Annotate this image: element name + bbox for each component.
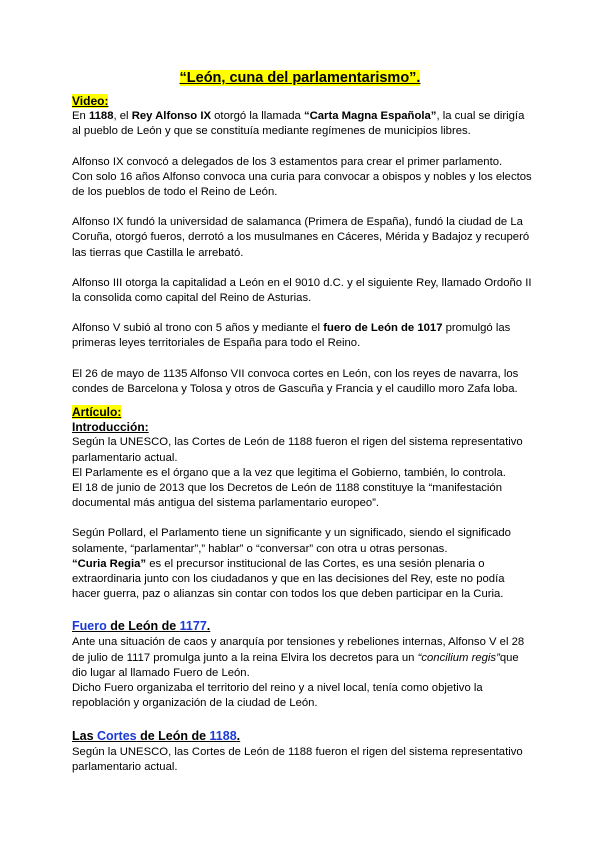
bold-run: “Carta Magna Española” <box>303 110 437 123</box>
title-text: “León, cuna del parlamentarismo”. <box>179 70 421 86</box>
text-run: Ante una situación de caos y anarquía por tensiones y rebeliones internas, Alfonso V el 28 de julio de 1117 promulga junto a la reina Elvira los decretos para un <box>72 636 525 664</box>
text-run: , la cual se dirigía al pueblo de León y que se constituía mediante regímenes de municipios libres. <box>72 110 525 138</box>
heading-text: de León de <box>136 728 210 743</box>
year-1177-link[interactable]: 1177 <box>179 619 207 634</box>
heading-text: Las <box>72 728 98 743</box>
cortes-link[interactable]: Cortes <box>97 728 137 743</box>
document-body <box>72 94 534 775</box>
text-run: es el precursor institucional de las Cortes, es una sesión plenaria o extraordinaria junto con los ciudadanos y que en las decisiones del Rey, este no podía hacer guerra, paz o alianzas sin contar con todos los que deben participar en la Curia. <box>72 557 505 601</box>
cortes-heading <box>72 727 534 745</box>
spacer <box>72 511 534 526</box>
bold-run: “Curia Regia” <box>72 557 147 570</box>
video-heading <box>72 94 534 109</box>
cortes-paragraph-1: Según la UNESCO, las Cortes de León de 1188 fueron el rigen del sistema representativo parlamentario actual. <box>72 745 523 773</box>
articulo-paragraph-1: Según la UNESCO, las Cortes de León de 1188 fueron el rigen del sistema representativo parlamentario actual. <box>72 436 523 464</box>
text-run: que dio lugar al llamado Fuero de León. <box>72 651 519 679</box>
articulo-heading-text: Artículo: <box>72 405 122 420</box>
video-heading-text: Video: <box>72 94 109 108</box>
video-paragraph-6 <box>72 321 534 351</box>
video-paragraph-2: Alfonso IX convocó a delegados de los 3 estamentos para crear el primer parlamento. <box>72 155 503 168</box>
text-run: promulgó las primeras leyes territoriales de España para todo el Reino. <box>72 322 511 350</box>
bold-run: Rey Alfonso IX <box>131 110 212 123</box>
articulo-paragraph-4: Según Pollard, el Parlamento tiene un significante y un significado, siendo el significado solamente, “parlamentar”,” hablar” o “conversar” con otra u otras personas. <box>72 527 511 555</box>
spacer <box>72 397 534 405</box>
video-paragraph-7: El 26 de mayo de 1135 Alfonso VII convoca cortes en León, con los reyes de navarra, los condes de Barcelona y Tolosa y otros de Gascuña y Francia y el caudillo moro Zafa loba. <box>72 367 519 395</box>
video-paragraph-3: Con solo 16 años Alfonso convoca una curia para convocar a obispos y nobles y los electos de los pueblos de todo el Reino de León. <box>72 170 532 199</box>
spacer <box>72 140 534 155</box>
spacer <box>72 352 534 367</box>
fuero-paragraph-1 <box>72 635 534 681</box>
articulo-paragraph-3: El 18 de junio de 2013 que los Decretos de León de 1188 constituye la “manifestación documental más antigua del sistema parlamentario europeo”. <box>72 482 502 510</box>
fuero-paragraph-2: Dicho Fuero organizaba el territorio del reino y a nivel local, tenía como objetivo la repoblación y organización de la ciudad de León. <box>72 682 483 710</box>
spacer <box>72 200 534 215</box>
heading-text: . <box>206 619 211 634</box>
bold-run: fuero de León de 1017 <box>323 322 443 335</box>
document-title <box>0 69 600 87</box>
introduccion-heading: Introducción: <box>72 420 149 435</box>
bold-run: 1188 <box>88 110 114 123</box>
video-paragraph-1 <box>72 109 534 139</box>
fuero-heading <box>72 617 534 635</box>
spacer <box>72 602 534 617</box>
fuero-link[interactable]: Fuero <box>72 619 107 634</box>
text-run: otorgó la llamada <box>211 110 304 123</box>
heading-text: de León de <box>106 619 180 634</box>
video-paragraph-5: Alfonso III otorga la capitalidad a León en el 9010 d.C. y el siguiente Rey, llamado Ordoño II la consolida como capital del Reino de Asturias. <box>72 276 532 305</box>
text-run: Alfonso V subió al trono con 5 años y mediante el <box>72 322 324 335</box>
articulo-paragraph-2: El Parlamente es el órgano que a la vez que legitima el Gobierno, también, lo controla. <box>72 466 506 479</box>
articulo-paragraph-5 <box>72 557 534 603</box>
heading-text: . <box>236 728 241 743</box>
text-run: , el <box>113 110 132 123</box>
spacer <box>72 306 534 321</box>
year-1188-link[interactable]: 1188 <box>209 728 237 743</box>
text-run: En <box>72 110 89 123</box>
spacer <box>72 261 534 276</box>
italic-run: “concilium regis” <box>417 651 500 664</box>
spacer <box>72 712 534 727</box>
articulo-heading <box>72 405 534 420</box>
video-paragraph-4: Alfonso IX fundó la universidad de salamanca (Primera de España), fundó la ciudad de La Coruña, otorgó fueros, derrotó a los musulmanes en Cáceres, Mérida y Badajoz y recuperó las tierras que Castilla le arrebató. <box>72 216 530 259</box>
